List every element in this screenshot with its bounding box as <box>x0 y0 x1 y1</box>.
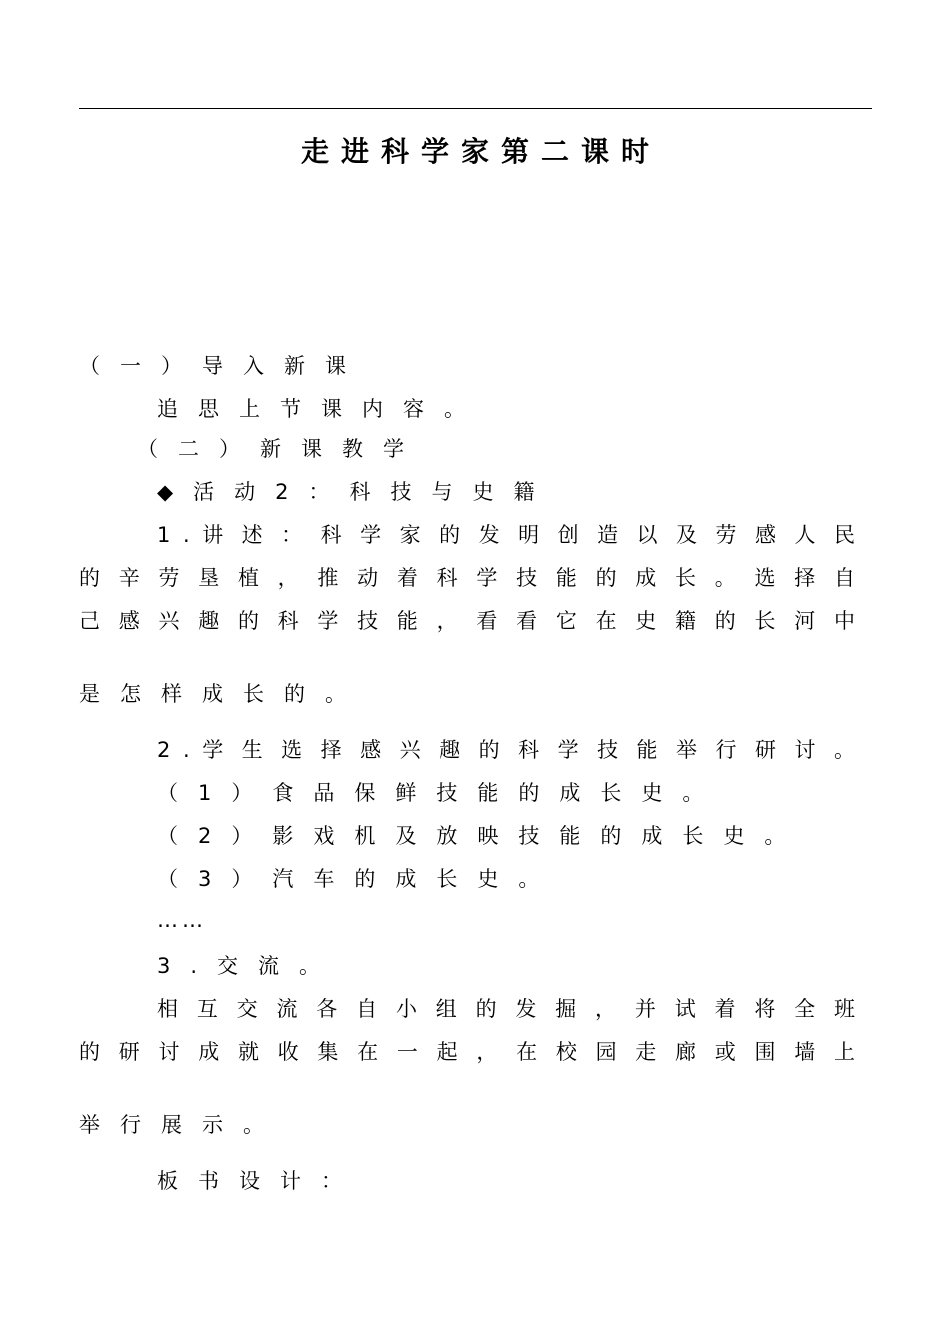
paragraph-text: 2 . 学 生 选 择 感 兴 趣 的 科 学 技 能 举 行 研 讨 。 <box>157 738 855 762</box>
paragraph-line <box>157 994 855 1024</box>
paragraph-line <box>79 606 855 636</box>
paragraph-text: 己 感 兴 趣 的 科 学 技 能 ， 看 看 它 在 史 籍 的 长 河 中 <box>79 609 855 633</box>
paragraph-text: 相 互 交 流 各 自 小 组 的 发 掘 ， 并 试 着 将 全 班 <box>157 997 855 1021</box>
section-heading-intro: （一）导入新课 <box>79 354 366 378</box>
paragraph-line <box>157 520 855 550</box>
paragraph-text: 1 . 讲 述 ： 科 学 家 的 发 明 创 造 以 及 劳 感 人 民 <box>157 523 855 547</box>
paragraph-text: 的 研 讨 成 就 收 集 在 一 起 ， 在 校 园 走 廊 或 围 墙 上 <box>79 1040 855 1064</box>
paragraph-line: 是怎样成长的。 <box>79 682 366 706</box>
paragraph-line: 追思上节课内容。 <box>157 397 485 421</box>
header-rule <box>79 108 872 109</box>
list-item: （2）影戏机及放映技能的成长史。 <box>157 824 806 848</box>
paragraph-line <box>157 735 855 765</box>
board-design-heading: 板书设计： <box>157 1169 362 1193</box>
page-title: 走进科学家第二课时 <box>300 135 661 168</box>
section-heading-teaching: （二）新课教学 <box>137 437 424 461</box>
paragraph-text: 的 辛 劳 垦 植 ， 推 动 着 科 学 技 能 的 成 长 。 选 择 自 <box>79 566 855 590</box>
list-item: （1）食品保鲜技能的成长史。 <box>157 781 724 805</box>
list-item: （3）汽车的成长史。 <box>157 867 560 891</box>
paragraph-line: 举行展示。 <box>79 1113 284 1137</box>
paragraph-line: 3.交流。 <box>157 954 341 978</box>
paragraph-line <box>79 563 855 593</box>
paragraph-line <box>79 1037 855 1067</box>
activity-heading: ◆活动2：科技与史籍 <box>157 480 555 504</box>
ellipsis-line: …… <box>157 908 207 932</box>
